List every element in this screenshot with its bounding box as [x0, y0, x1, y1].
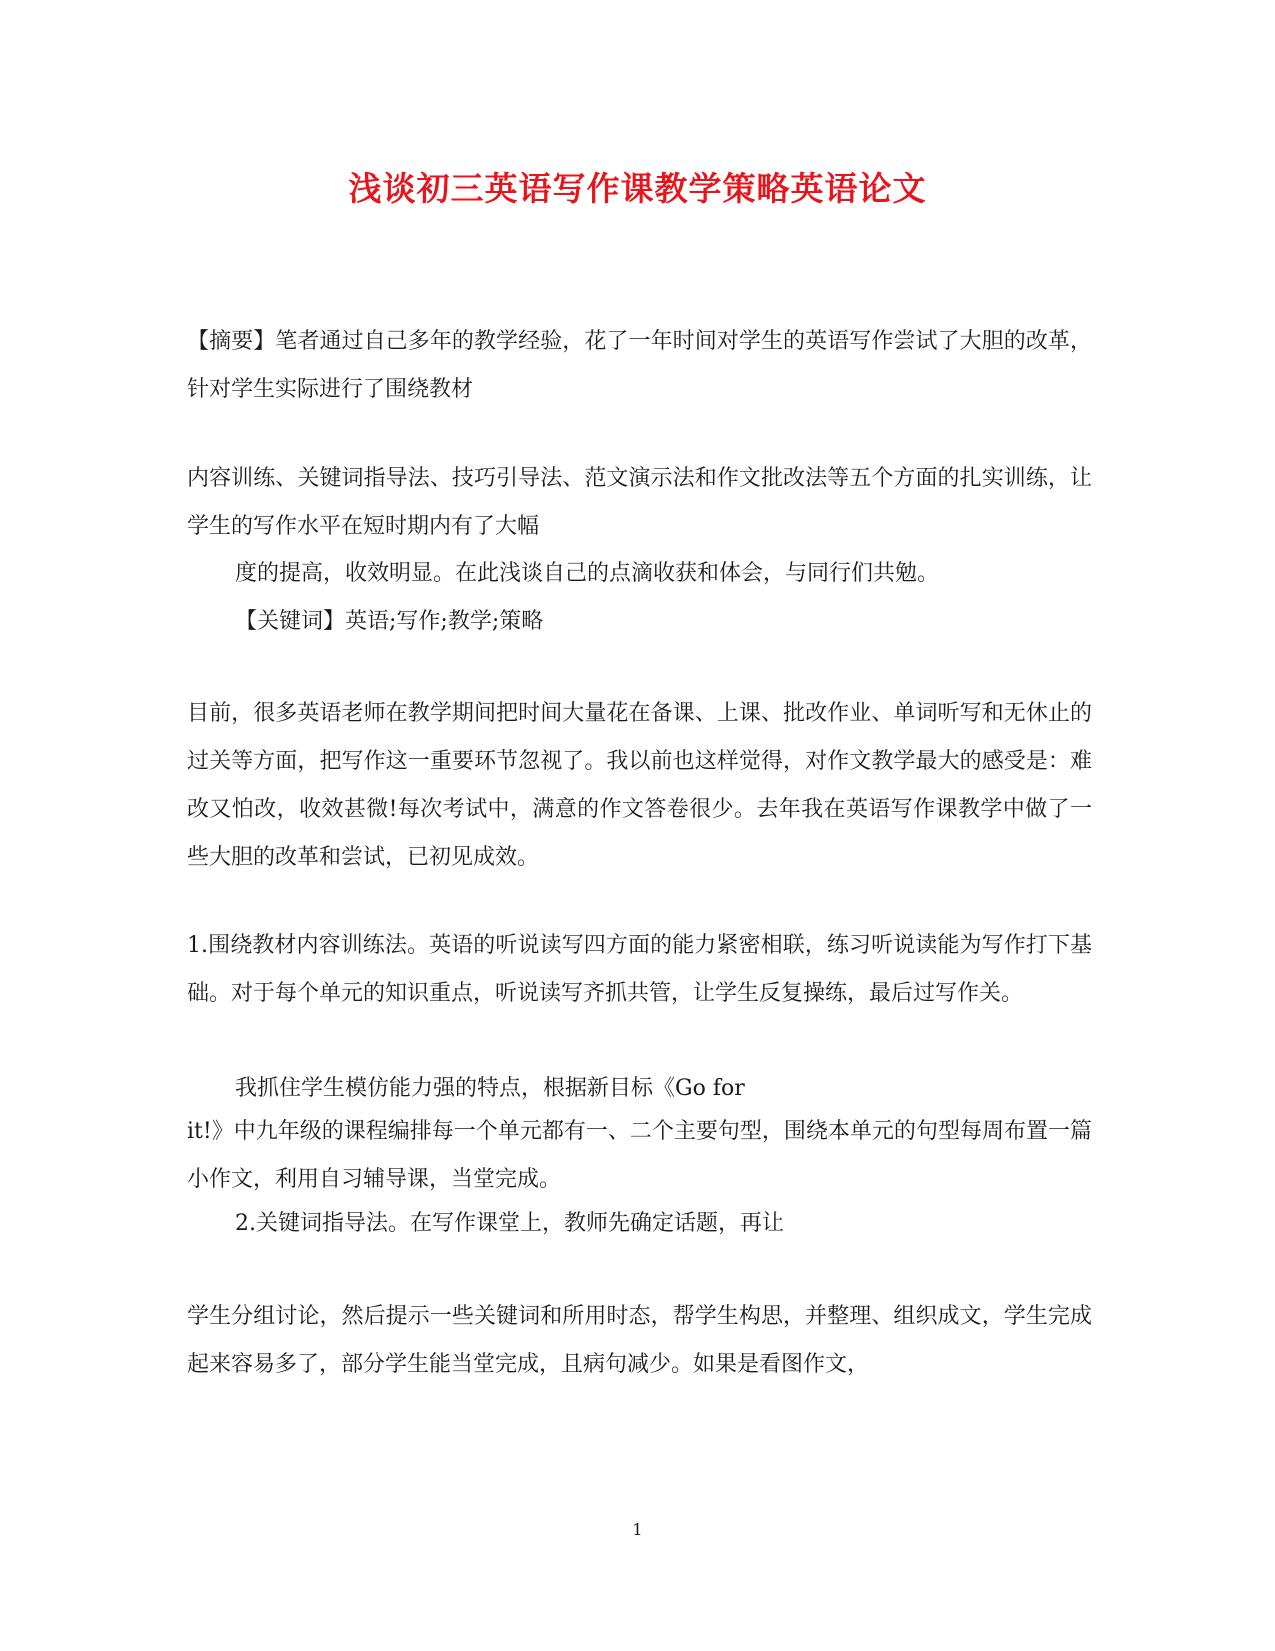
keywords-paragraph: 【关键词】英语;写作;教学;策略: [235, 609, 544, 634]
method-1-detail-paragraph: 我抓住学生模仿能力强的特点，根据新目标《Go for: [235, 1076, 745, 1101]
abstract-end-paragraph: 度的提高，收效明显。在此浅谈自己的点滴收获和体会，与同行们共勉。: [235, 561, 940, 586]
abstract-continuation-paragraph: 内容训练、关键词指导法、技巧引导法、范文演示法和作文批改法等五个方面的扎实训练，让学生的写作水平在短时期内有了大幅: [187, 466, 1092, 539]
abstract-paragraph: 【摘要】笔者通过自己多年的教学经验，花了一年时间对学生的英语写作尝试了大胆的改革，针对学生实际进行了围绕教材: [187, 329, 1092, 402]
method-2-paragraph: 2.关键词指导法。在写作课堂上，教师先确定话题，再让: [235, 1211, 784, 1236]
method-1-detail-continuation: it!》中九年级的课程编排每一个单元都有一、二个主要句型，围绕本单元的句型每周布置一篇小作文，利用自习辅导课，当堂完成。: [187, 1119, 1092, 1192]
introduction-paragraph: 目前，很多英语老师在教学期间把时间大量花在备课、上课、批改作业、单词听写和无休止的过关等方面，把写作这一重要环节忽视了。我以前也这样觉得，对作文教学最大的感受是：难改又怕改，收效甚微!每次考试中，满意的作文答卷很少。去年我在英语写作课教学中做了一些大胆的改革和尝试，已初见成效。: [187, 701, 1092, 870]
method-1-paragraph: 1.围绕教材内容训练法。英语的听说读写四方面的能力紧密相联，练习听说读能为写作打下基础。对于每个单元的知识重点，听说读写齐抓共管，让学生反复操练，最后过写作关。: [187, 933, 1092, 1006]
document-title: 浅谈初三英语写作课教学策略英语论文: [348, 169, 927, 208]
method-2-continuation-paragraph: 学生分组讨论，然后提示一些关键词和所用时态，帮学生构思，并整理、组织成文，学生完成起来容易多了，部分学生能当堂完成，且病句减少。如果是看图作文，: [187, 1304, 1092, 1377]
page-number: 1: [632, 1520, 643, 1539]
